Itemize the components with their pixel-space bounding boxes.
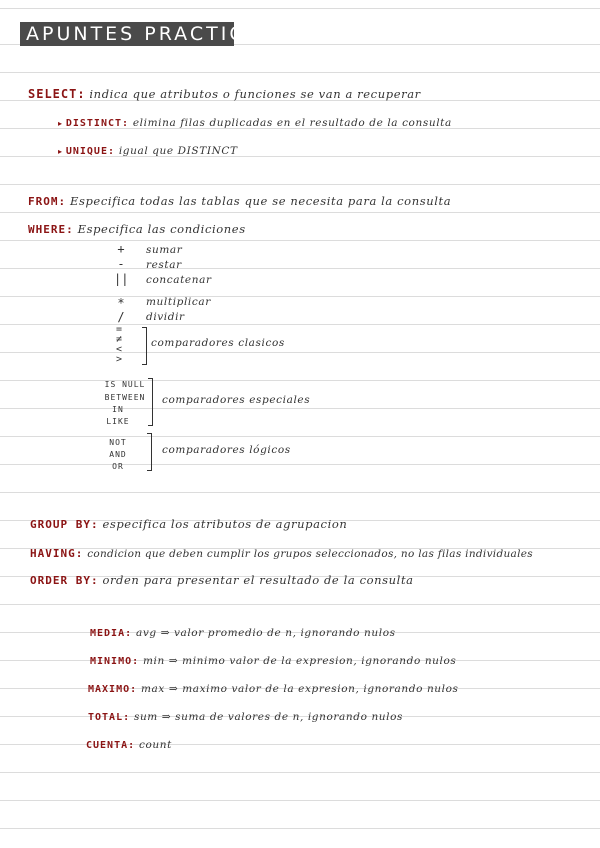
- not-equals-symbol: ≠: [115, 334, 123, 345]
- function-line-media: [90, 625, 396, 639]
- bracket-icon: [147, 433, 152, 471]
- special-comparators-label: comparadores especiales: [162, 394, 311, 406]
- page-title: APUNTES PRACTICAS: [20, 22, 234, 46]
- order-by-keyword: ORDER BY:: [30, 574, 99, 587]
- equals-symbol: =: [115, 324, 123, 335]
- special-op: IS NULL: [104, 380, 146, 389]
- where-keyword: WHERE:: [28, 223, 74, 236]
- special-op: IN: [112, 405, 124, 414]
- unique-text: igual que DISTINCT: [118, 145, 238, 157]
- select-text: indica que atributos o funciones se van a recuperar: [89, 87, 421, 101]
- from-keyword: FROM:: [28, 195, 67, 208]
- arith-label: restar: [146, 259, 182, 271]
- greater-than-symbol: >: [115, 354, 123, 365]
- logic-op: NOT: [109, 438, 127, 447]
- concat-symbol: ||: [114, 272, 129, 286]
- function-keyword: MAXIMO:: [88, 684, 138, 695]
- distinct-keyword: DISTINCT:: [65, 118, 130, 129]
- arith-label: concatenar: [146, 274, 212, 286]
- arith-label: dividir: [146, 311, 185, 323]
- group-by-keyword: GROUP BY:: [30, 518, 99, 531]
- function-keyword: MEDIA:: [90, 628, 133, 639]
- special-op: LIKE: [106, 417, 130, 426]
- logic-op: AND: [109, 450, 127, 459]
- function-line-minimo: [90, 653, 456, 667]
- minus-symbol: -: [117, 257, 125, 271]
- bullet-icon: ▸: [58, 119, 63, 128]
- less-than-symbol: <: [115, 344, 123, 355]
- function-text: sum ⇒ suma de valores de n, ignorando nulos: [133, 711, 404, 723]
- from-line: [28, 194, 451, 208]
- order-by-line: [30, 573, 414, 587]
- function-text: count: [138, 739, 172, 751]
- function-keyword: CUENTA:: [86, 740, 136, 751]
- function-text: max ⇒ maximo valor de la expresion, ignorando nulos: [140, 683, 459, 695]
- function-text: avg ⇒ valor promedio de n, ignorando nulos: [135, 627, 396, 639]
- distinct-line: [58, 115, 452, 129]
- unique-line: [58, 143, 238, 157]
- function-keyword: TOTAL:: [88, 712, 131, 723]
- function-text: min ⇒ minimo valor de la expresion, ignorando nulos: [142, 655, 457, 667]
- bracket-icon: [148, 378, 153, 426]
- logic-op: OR: [112, 462, 124, 471]
- divide-symbol: /: [117, 310, 125, 324]
- arith-label: multiplicar: [146, 296, 211, 308]
- order-by-text: orden para presentar el resultado de la consulta: [102, 573, 414, 587]
- function-line-total: [88, 709, 403, 723]
- function-line-maximo: [88, 681, 459, 695]
- plus-symbol: +: [117, 242, 125, 256]
- having-text: condicion que deben cumplir los grupos seleccionados, no las filas individuales: [87, 548, 533, 560]
- classic-comparators-label: comparadores clasicos: [151, 337, 285, 349]
- function-keyword: MINIMO:: [90, 656, 140, 667]
- bracket-icon: [142, 327, 147, 365]
- bullet-icon: ▸: [58, 147, 63, 156]
- from-text: Especifica todas las tablas que se necesita para la consulta: [69, 194, 452, 208]
- multiply-symbol: *: [117, 296, 125, 310]
- arith-label: sumar: [146, 244, 183, 256]
- special-op: BETWEEN: [104, 393, 146, 402]
- where-text: Especifica las condiciones: [77, 222, 246, 236]
- select-keyword: SELECT:: [28, 87, 86, 101]
- select-line: [28, 87, 421, 101]
- group-by-text: especifica los atributos de agrupacion: [102, 517, 348, 531]
- where-line: [28, 222, 246, 236]
- unique-keyword: UNIQUE:: [65, 146, 115, 157]
- having-keyword: HAVING:: [30, 547, 84, 560]
- function-line-cuenta: [86, 737, 172, 751]
- having-line: [30, 546, 533, 560]
- logic-comparators-label: comparadores lógicos: [162, 444, 291, 456]
- distinct-text: elimina filas duplicadas en el resultado de la consulta: [132, 117, 452, 129]
- group-by-line: [30, 517, 347, 531]
